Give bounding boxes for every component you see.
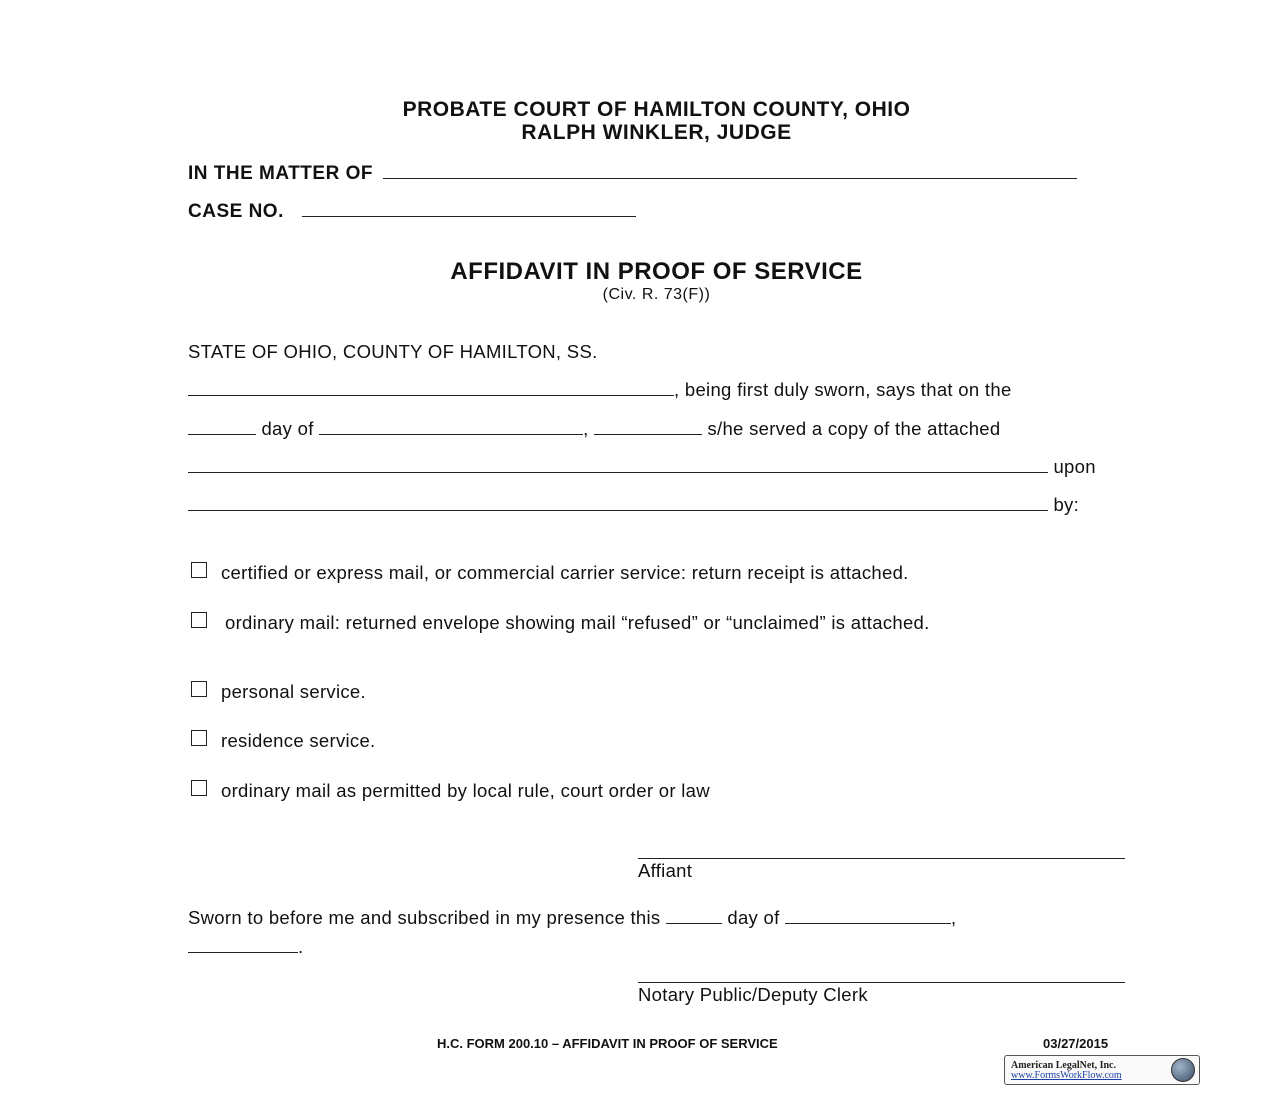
statement-line-3 (188, 456, 1096, 478)
service-day-field[interactable] (188, 418, 256, 435)
personal-service-checkbox[interactable] (191, 681, 207, 697)
matter-label: IN THE MATTER OF (188, 163, 373, 184)
option-ordinary-mail-returned: ordinary mail: returned envelope showing mail “refused” or “unclaimed” is attached. (225, 612, 930, 633)
sworn-text: , being first duly sworn, says that on the (674, 379, 1012, 400)
served-text: s/he served a copy of the attached (707, 418, 1001, 439)
affiant-signature-line[interactable] (638, 858, 1125, 859)
service-year-field[interactable] (594, 418, 702, 435)
form-subtitle: (Civ. R. 73(F)) (602, 286, 711, 303)
judge-name: RALPH WINKLER, JUDGE (521, 121, 792, 144)
statement-line-1 (188, 379, 1012, 401)
sworn-before-text: Sworn to before me and subscribed in my presence this (188, 907, 661, 928)
matter-field[interactable] (383, 162, 1077, 179)
case-row (188, 200, 636, 223)
form-title: AFFIDAVIT IN PROOF OF SERVICE (450, 258, 863, 285)
option-certified-mail: certified or express mail, or commercial carrier service: return receipt is attached. (221, 562, 909, 583)
person-served-field[interactable] (188, 494, 1048, 511)
form-date: 03/27/2015 (1043, 1036, 1109, 1051)
comma-text: , (583, 418, 589, 439)
statement-line-4 (188, 494, 1079, 516)
residence-service-checkbox[interactable] (191, 730, 207, 746)
sworn-day-of-text: day of (727, 907, 780, 928)
document-served-field[interactable] (188, 456, 1048, 473)
case-number-field[interactable] (302, 200, 636, 217)
option-personal-service: personal service. (221, 681, 366, 702)
case-label: CASE NO. (188, 201, 284, 222)
affiant-name-field[interactable] (188, 379, 674, 396)
upon-text: upon (1053, 456, 1096, 477)
service-month-field[interactable] (319, 418, 583, 435)
sworn-period: . (298, 936, 304, 957)
form-id: H.C. FORM 200.10 – AFFIDAVIT IN PROOF OF SERVICE (437, 1036, 778, 1051)
logo-company: American LegalNet, Inc. (1011, 1060, 1116, 1071)
american-legalnet-logo[interactable] (1004, 1055, 1200, 1085)
day-of-text: day of (261, 418, 314, 439)
logo-url[interactable]: www.FormsWorkFlow.com (1011, 1070, 1122, 1081)
certified-mail-checkbox[interactable] (191, 562, 207, 578)
venue: STATE OF OHIO, COUNTY OF HAMILTON, SS. (188, 341, 598, 362)
option-residence-service: residence service. (221, 730, 376, 751)
by-text: by: (1053, 494, 1080, 515)
notary-label: Notary Public/Deputy Clerk (638, 984, 868, 1005)
sworn-month-field[interactable] (785, 907, 951, 924)
sworn-before-line (188, 907, 956, 929)
notary-signature-line[interactable] (638, 982, 1125, 983)
globe-icon (1171, 1058, 1195, 1082)
matter-row (188, 162, 1077, 185)
sworn-year-field[interactable] (188, 936, 298, 953)
sworn-day-field[interactable] (666, 907, 722, 924)
statement-line-2 (188, 418, 1001, 440)
sworn-comma: , (951, 907, 957, 928)
ordinary-mail-local-rule-checkbox[interactable] (191, 780, 207, 796)
court-name: PROBATE COURT OF HAMILTON COUNTY, OHIO (402, 98, 911, 121)
affiant-label: Affiant (638, 860, 693, 881)
ordinary-mail-returned-checkbox[interactable] (191, 612, 207, 628)
option-ordinary-mail-local-rule: ordinary mail as permitted by local rule, court order or law (221, 780, 710, 801)
sworn-year-line (188, 936, 303, 958)
